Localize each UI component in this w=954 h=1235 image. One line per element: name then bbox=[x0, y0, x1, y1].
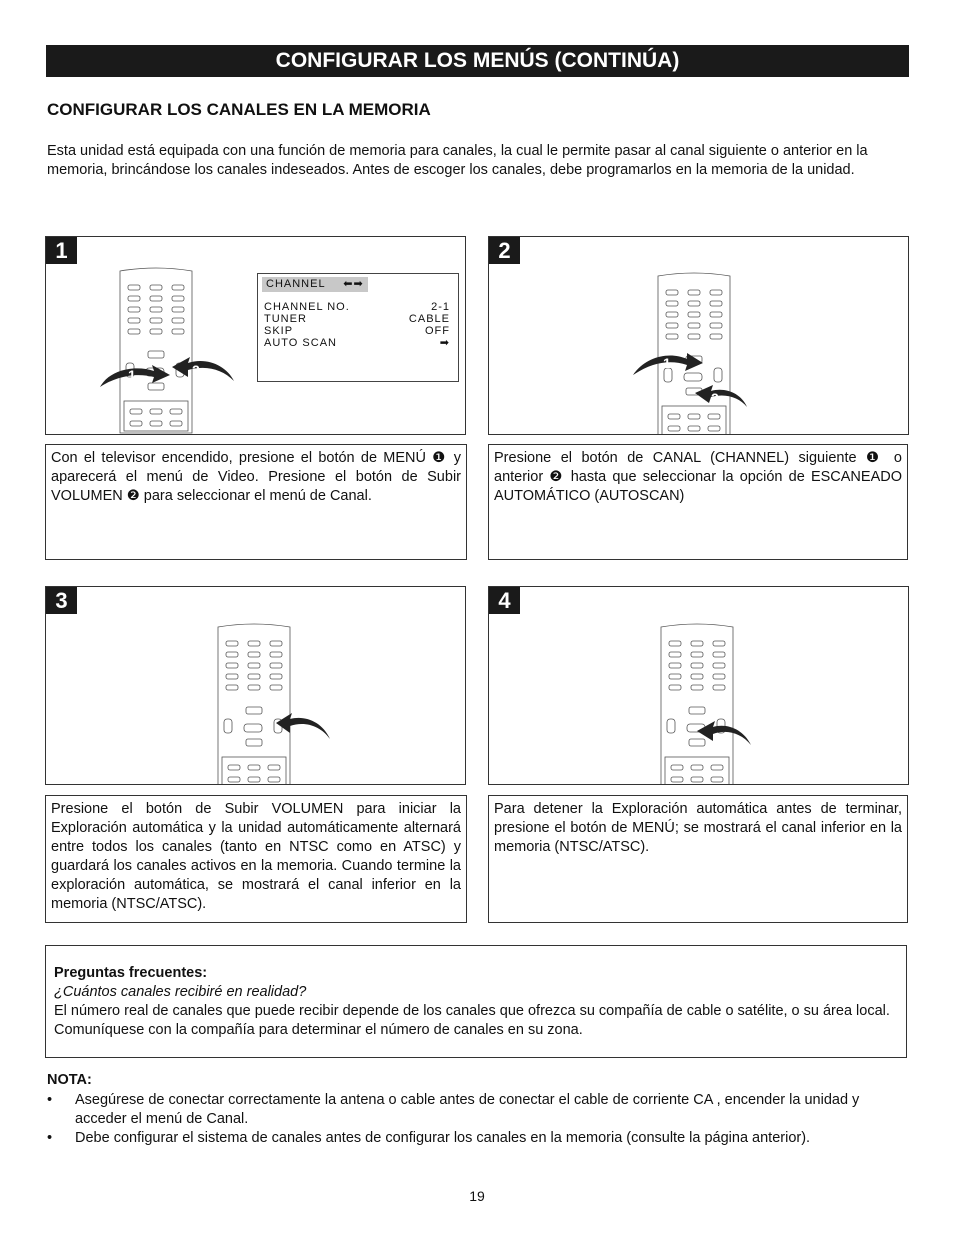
faq-answer: El número real de canales que puede recibir depende de los canales que ofrezca su compañía de cable o satélite, o su área local. Comuníquese con la compañía para determinar el número de canales en su zona. bbox=[54, 1003, 890, 1038]
nota-item: • Debe configurar el sistema de canales antes de configurar los canales en la memoria (consulte la página anterior). bbox=[47, 1130, 811, 1146]
faq-box bbox=[45, 945, 907, 1058]
step-2-number: 2 bbox=[489, 237, 520, 264]
section-heading: CONFIGURAR LOS CANALES EN LA MEMORIA bbox=[47, 100, 431, 119]
remote-control-icon bbox=[118, 267, 194, 435]
faq-question: ¿Cuántos canales recibiré en realidad? bbox=[54, 984, 307, 1000]
step-1-illustration bbox=[45, 236, 466, 435]
step-1-text: Con el televisor encendido, presione el botón de MENÚ ❶ y aparecerá el menú de Video. Presione el botón de Subir VOLUMEN ❷ para seleccionar el menú de Canal. bbox=[45, 444, 467, 560]
remote-control-icon bbox=[659, 623, 735, 785]
osd-channel-menu bbox=[257, 273, 459, 382]
faq-title: Preguntas frecuentes: bbox=[54, 965, 208, 981]
nota-item: • Asegúrese de conectar correctamente la antena o cable antes de conectar el cable de corriente CA , encender la unidad y acceder el menú de Canal. bbox=[47, 1092, 860, 1127]
arrow-icon bbox=[274, 711, 334, 743]
bullet: • bbox=[47, 1130, 53, 1146]
remote-control-icon bbox=[216, 623, 292, 785]
step-2-illustration bbox=[488, 236, 909, 435]
osd-row-tuner: TUNER CABLE bbox=[264, 313, 450, 325]
step-4-number: 4 bbox=[489, 587, 520, 614]
step-2-text: Presione el botón de CANAL (CHANNEL) siguiente ❶ o anterior ❷ hasta que seleccionar la opción de ESCANEADO AUTOMÁTICO (AUTOSCAN) bbox=[488, 444, 908, 560]
osd-row-channel-no: CHANNEL NO. 2-1 bbox=[264, 301, 450, 313]
arrow-label-2: 2 bbox=[711, 390, 719, 406]
arrow-label-2: 2 bbox=[192, 362, 200, 378]
arrow-label-1: 1 bbox=[663, 355, 671, 371]
intro-paragraph: Esta unidad está equipada con una función de memoria para canales, la cual le permite pasar al canal siguiente o anterior en la memoria, brincándose los canales indeseados. Antes de escoger los canales, debe programarlos en la memoria de la unidad. bbox=[47, 143, 868, 178]
nota-title: NOTA: bbox=[47, 1072, 92, 1088]
osd-row-auto-scan: AUTO SCAN ➡ bbox=[264, 337, 450, 349]
left-right-arrows-icon: ⬅➡ bbox=[343, 278, 364, 290]
step-3-text: Presione el botón de Subir VOLUMEN para iniciar la Exploración automática y la unidad automáticamente alternará entre todos los canales (tanto en NTSC como en ATSC) y guardará los canales activos en la memoria. Cuando termine la exploración automática, se mostrará el canal inferior en la memoria (NTSC/ATSC). bbox=[45, 795, 467, 923]
arrow-label-1: 1 bbox=[128, 367, 136, 383]
page-number: 19 bbox=[469, 1188, 485, 1204]
step-3-illustration bbox=[45, 586, 466, 785]
bullet: • bbox=[47, 1092, 53, 1108]
osd-row-skip: SKIP OFF bbox=[264, 325, 450, 337]
osd-menu-header: CHANNEL ⬅➡ bbox=[262, 277, 368, 292]
step-3-number: 3 bbox=[46, 587, 77, 614]
step-4-text: Para detener la Exploración automática antes de terminar, presione el botón de MENÚ; se mostrará el canal inferior en la memoria (NTSC/ATSC). bbox=[488, 795, 908, 923]
step-1-number: 1 bbox=[46, 237, 77, 264]
arrow-icon bbox=[695, 721, 755, 753]
arrow-icon bbox=[629, 349, 753, 411]
step-4-illustration bbox=[488, 586, 909, 785]
page-title: CONFIGURAR LOS MENÚS (CONTINÚA) bbox=[46, 45, 909, 77]
arrow-icon bbox=[96, 355, 246, 395]
